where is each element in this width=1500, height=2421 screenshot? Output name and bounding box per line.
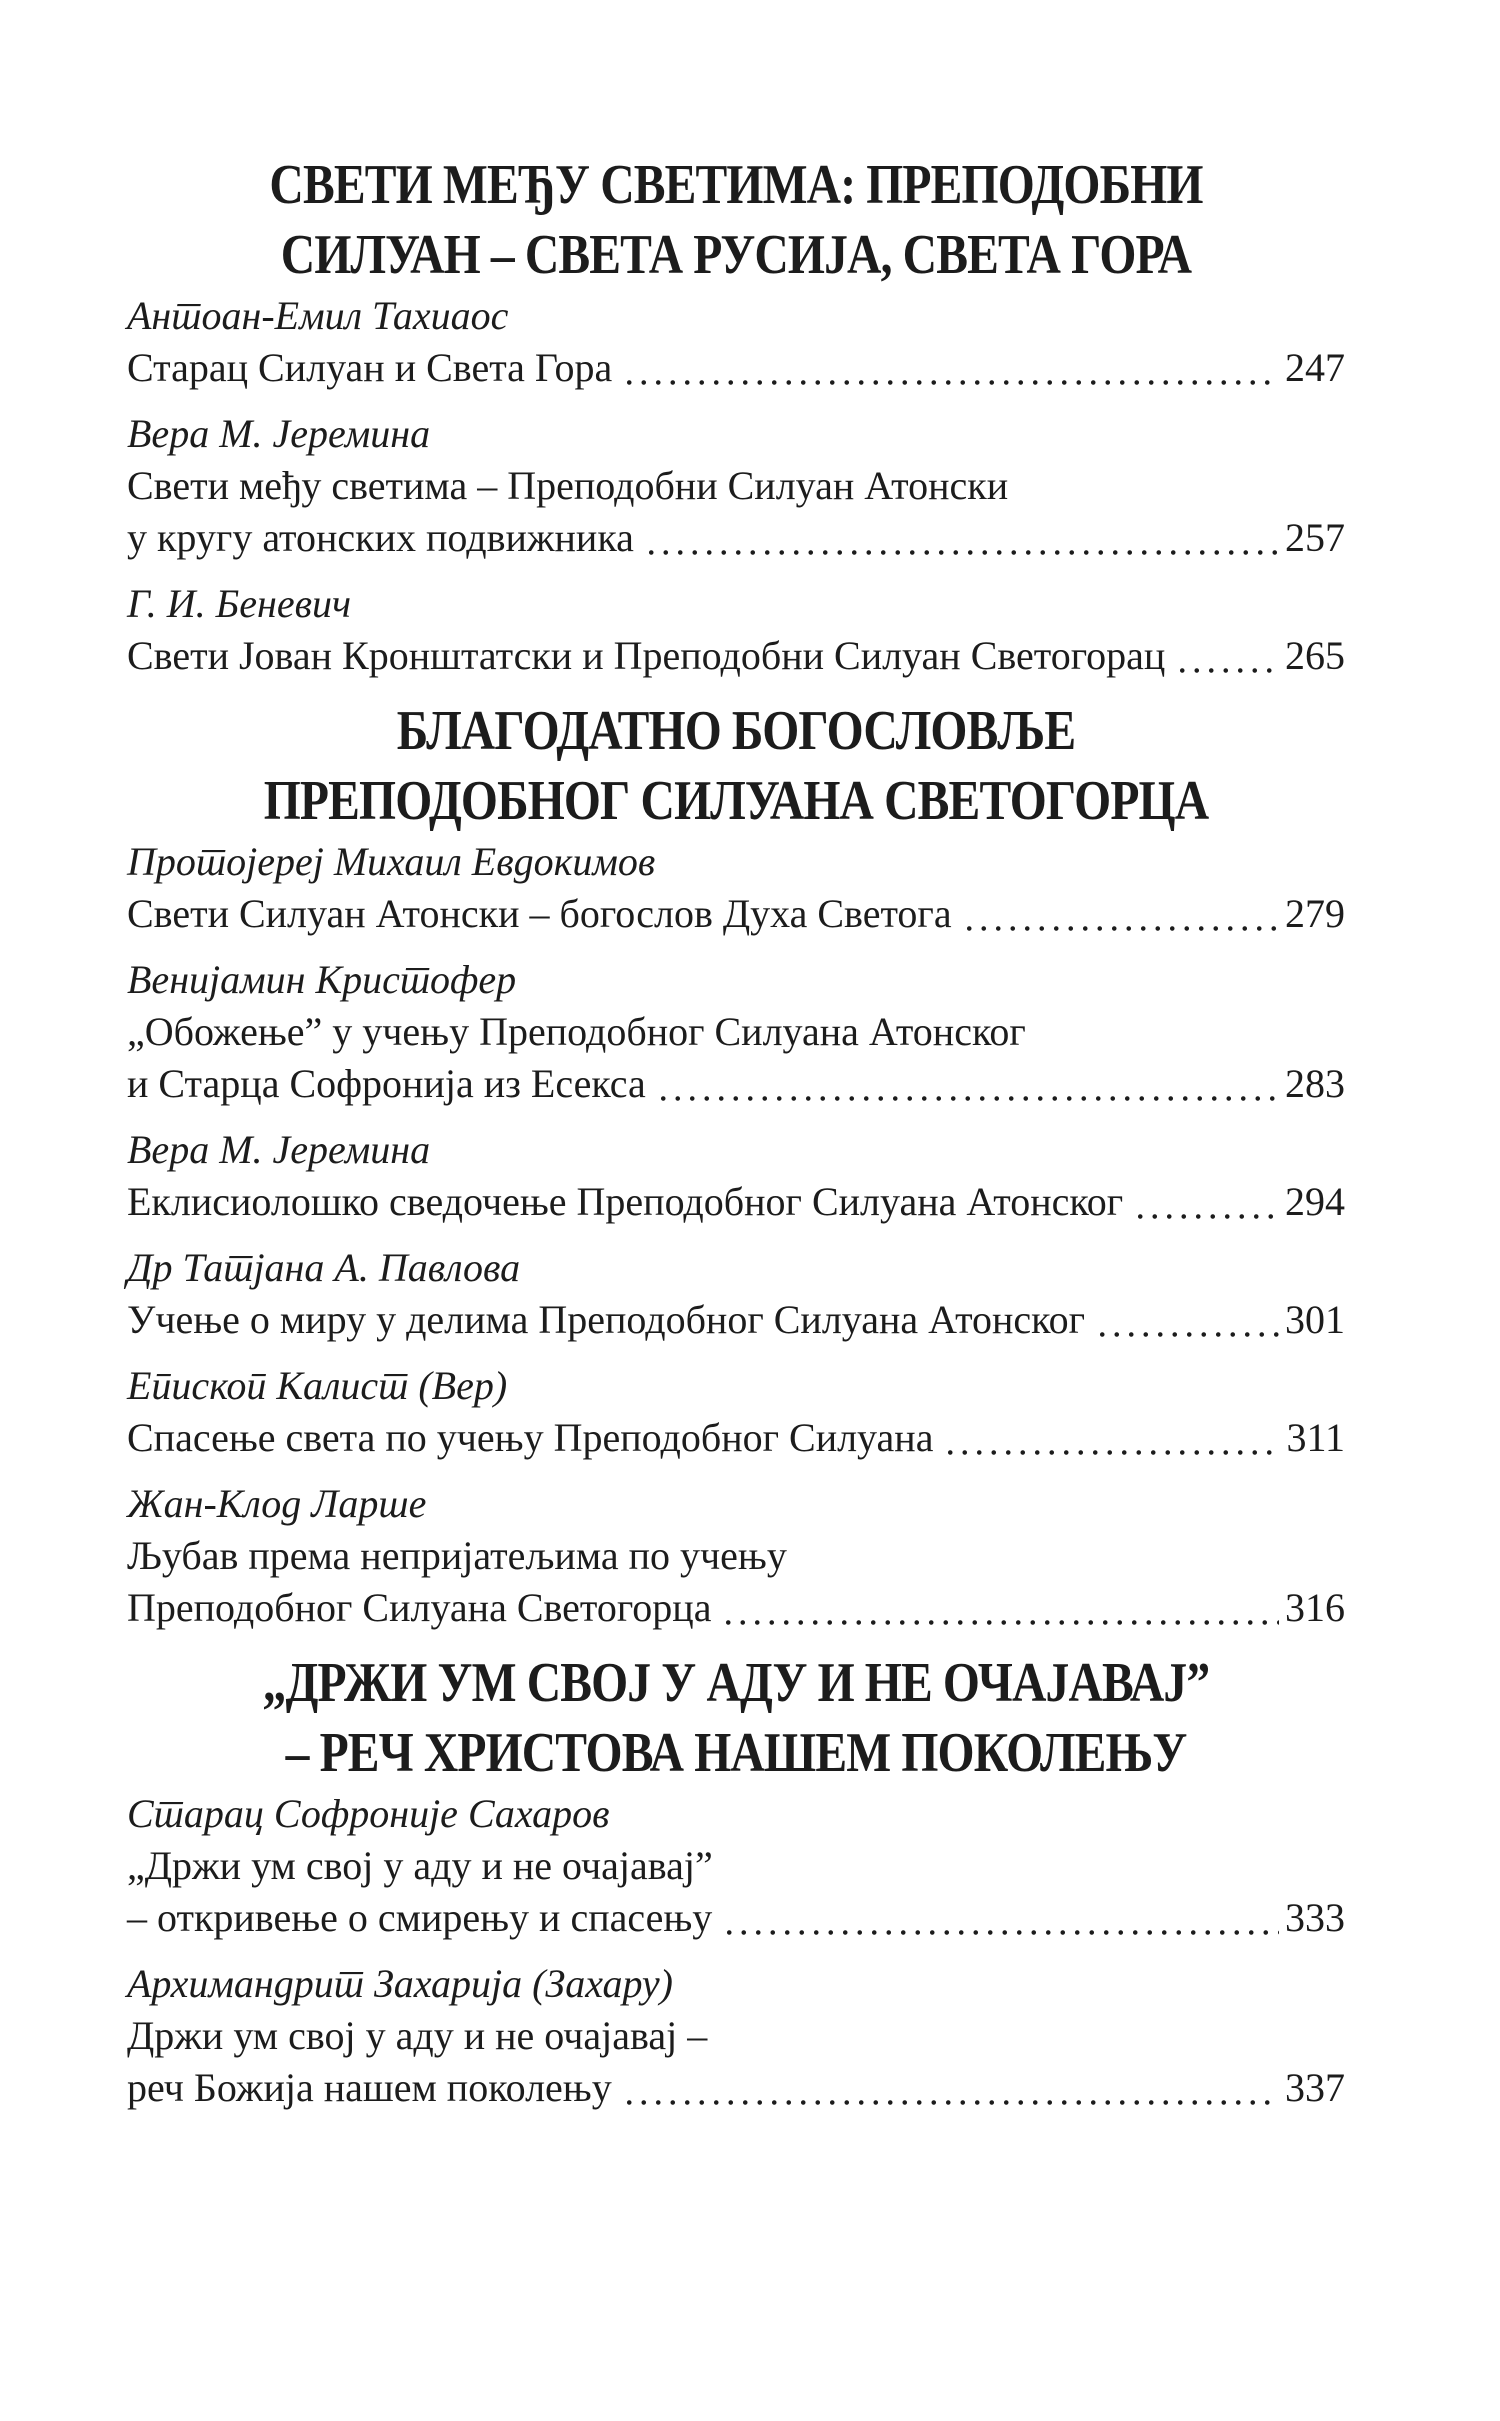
entry-title-line: Свети Силуан Атонски – богослов Духа Светога: [127, 891, 952, 936]
entry-title-line: Свети међу светима – Преподобни Силуан Атонски: [127, 463, 1009, 508]
section-heading: [127, 696, 1345, 836]
entry-page-number: 316: [1285, 1585, 1345, 1630]
entry-title-line: Љубав према непријатељима по учењу: [127, 1533, 787, 1578]
dot-leader: [962, 926, 1279, 931]
entry-title-line: Преподобног Силуана Светогорца: [127, 1585, 712, 1630]
entry-author: Вера М. Јеремина: [127, 411, 431, 456]
toc-entry: [127, 1958, 1345, 2114]
entry-title-row: [127, 512, 1345, 564]
toc-entry: [127, 290, 1345, 394]
entry-title-row: [127, 1582, 1345, 1634]
toc-entry: [127, 1788, 1345, 1944]
entry-author: Старац Софроније Сахаров: [127, 1791, 610, 1836]
section-heading-line: ПРЕПОДОБНОГ СИЛУАНА СВЕТОГОРЦА: [263, 770, 1209, 832]
section-heading-line: СВЕТИ МЕЂУ СВЕТИМА: ПРЕПОДОБНИ: [269, 154, 1203, 216]
entry-title-line: и Старца Софронија из Есекса: [127, 1061, 646, 1106]
section-heading-line: „ДРЖИ УМ СВОЈ У АДУ И НЕ ОЧАЈАВАЈ”: [262, 1652, 1210, 1714]
entry-page-number: 333: [1285, 1895, 1345, 1940]
toc-entry: [127, 836, 1345, 940]
dot-leader: [722, 1930, 1279, 1935]
section-heading: [127, 150, 1345, 290]
toc-sections: [127, 150, 1345, 2114]
entry-author: Вера М. Јеремина: [127, 1127, 431, 1172]
section-heading-line: СИЛУАН – СВЕТА РУСИЈА, СВЕТА ГОРА: [280, 224, 1192, 286]
entry-title-line: Држи ум свој у аду и не очајавај –: [127, 2013, 708, 2058]
entry-author: Антоан-Емил Тахиаос: [127, 293, 509, 338]
entry-title-line: Свети Јован Кронштатски и Преподобни Силуан Светогорац: [127, 633, 1166, 678]
section-heading-line: – РЕЧ ХРИСТОВА НАШЕМ ПОКОЛЕЊУ: [285, 1722, 1187, 1784]
toc-entry: [127, 408, 1345, 564]
entry-title-line: „Обожење” у учењу Преподобног Силуана Атонског: [127, 1009, 1026, 1054]
entry-page-number: 337: [1285, 2065, 1345, 2110]
dot-leader: [644, 550, 1279, 555]
entry-page-number: 265: [1285, 633, 1345, 678]
toc-section: [127, 150, 1345, 682]
toc-section: [127, 696, 1345, 1634]
entry-page-number: 294: [1285, 1179, 1345, 1224]
section-heading: [127, 1648, 1345, 1788]
toc-entry: [127, 1478, 1345, 1634]
entry-title-row: [127, 1176, 1345, 1228]
entry-title-row: [127, 888, 1345, 940]
entry-page-number: 257: [1285, 515, 1345, 560]
entry-author: Др Татјана А. Павлова: [127, 1245, 521, 1290]
toc-entry: [127, 1360, 1345, 1464]
entry-title-line: Старац Силуан и Света Гора: [127, 345, 613, 390]
entry-title-row: [127, 1412, 1345, 1464]
dot-leader: [721, 1620, 1279, 1625]
entry-title-row: [127, 1294, 1345, 1346]
dot-leader: [622, 380, 1279, 385]
entry-title-line: у кругу атонских подвижника: [127, 515, 634, 560]
entry-page-number: 247: [1285, 345, 1345, 390]
dot-leader: [1175, 668, 1279, 673]
entry-author: Г. И. Беневич: [127, 581, 352, 626]
dot-leader: [1095, 1332, 1279, 1337]
entry-title-line: Учење о миру у делима Преподобног Силуана Атонског: [127, 1297, 1085, 1342]
entry-title-row: [127, 1058, 1345, 1110]
entry-title-row: [127, 1892, 1345, 1944]
entry-title-line: – откривење о смирењу и спасењу: [127, 1895, 713, 1940]
entry-author: Венијамин Кристофер: [127, 957, 517, 1002]
toc-entry: [127, 954, 1345, 1110]
entry-title-line: „Држи ум свој у аду и не очајавај”: [127, 1843, 713, 1888]
entry-author: Протојереј Михаил Евдокимов: [127, 839, 656, 884]
entry-page-number: 301: [1285, 1297, 1345, 1342]
entry-title-line: Еклисиолошко сведочење Преподобног Силуана Атонског: [127, 1179, 1124, 1224]
dot-leader: [1133, 1214, 1279, 1219]
entry-author: Жан-Клод Ларше: [127, 1481, 427, 1526]
entry-title-row: [127, 2062, 1345, 2114]
entry-title-row: [127, 630, 1345, 682]
entry-page-number: 311: [1286, 1415, 1345, 1460]
entry-title-row: [127, 342, 1345, 394]
dot-leader: [622, 2100, 1279, 2105]
entry-title-line: Спасење света по учењу Преподобног Силуана: [127, 1415, 934, 1460]
toc-entry: [127, 1124, 1345, 1228]
entry-author: Епископ Калист (Вер): [127, 1363, 508, 1408]
entry-page-number: 283: [1285, 1061, 1345, 1106]
toc-section: [127, 1648, 1345, 2114]
entry-title-line: реч Божија нашем поколењу: [127, 2065, 612, 2110]
toc-entry: [127, 1242, 1345, 1346]
dot-leader: [656, 1096, 1279, 1101]
section-heading-line: БЛАГОДАТНО БОГОСЛОВЉЕ: [396, 700, 1076, 762]
entry-author: Архимандрит Захарија (Захару): [127, 1961, 673, 2006]
dot-leader: [943, 1450, 1280, 1455]
entry-page-number: 279: [1285, 891, 1345, 936]
toc-entry: [127, 578, 1345, 682]
